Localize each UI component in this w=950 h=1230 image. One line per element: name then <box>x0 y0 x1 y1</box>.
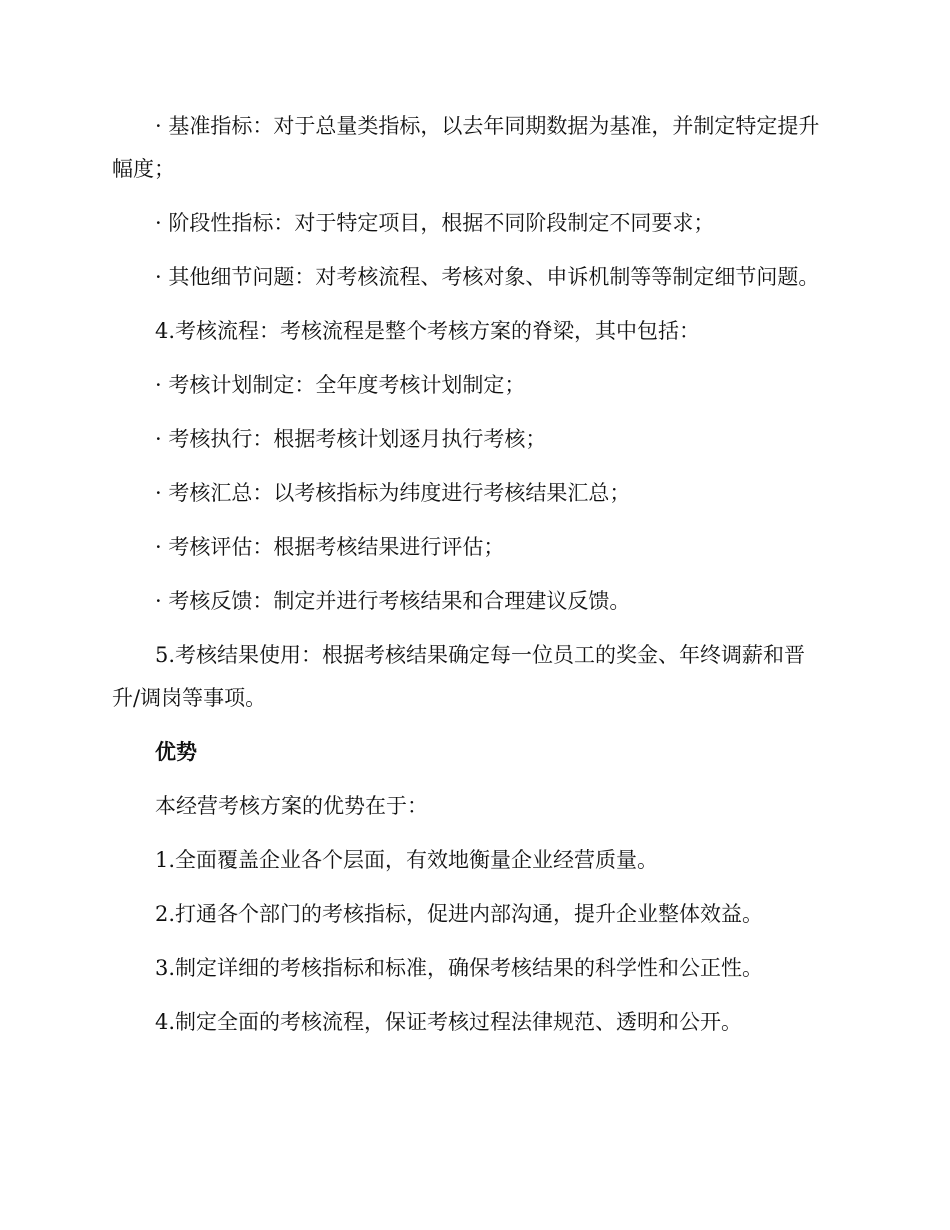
document-body <box>112 105 827 1055</box>
advantage-item-3: 3.制定详细的考核指标和标准，确保考核结果的科学性和公正性。 <box>155 956 764 980</box>
section-heading-advantages: 优势 <box>155 740 197 764</box>
bullet-stage-indicator: · 阶段性指标：对于特定项目，根据不同阶段制定不同要求； <box>155 211 715 235</box>
advantage-item-1: 1.全面覆盖企业各个层面，有效地衡量企业经营质量。 <box>155 848 659 872</box>
bullet-summary: · 考核汇总：以考核指标为纬度进行考核结果汇总； <box>155 481 631 505</box>
bullet-plan-formulation: · 考核计划制定：全年度考核计划制定； <box>155 373 526 397</box>
bullet-evaluation: · 考核评估：根据考核结果进行评估； <box>155 535 505 559</box>
item-results-usage: 5.考核结果使用：根据考核结果确定每一位员工的奖金、年终调薪和晋升/调岗等事项。 <box>112 643 806 710</box>
advantage-item-4: 4.制定全面的考核流程，保证考核过程法律规范、透明和公开。 <box>155 1010 743 1034</box>
item-assessment-process: 4.考核流程：考核流程是整个考核方案的脊梁，其中包括： <box>155 319 701 343</box>
advantage-item-2: 2.打通各个部门的考核指标，促进内部沟通，提升企业整体效益。 <box>155 902 764 926</box>
bullet-feedback: · 考核反馈：制定并进行考核结果和合理建议反馈。 <box>155 589 631 613</box>
bullet-benchmark-indicator: · 基准指标：对于总量类指标，以去年同期数据为基准，并制定特定提升幅度； <box>112 114 820 181</box>
bullet-execution: · 考核执行：根据考核计划逐月执行考核； <box>155 427 547 451</box>
advantages-intro: 本经营考核方案的优势在于： <box>155 794 428 818</box>
bullet-other-details: · 其他细节问题：对考核流程、考核对象、申诉机制等等制定细节问题。 <box>155 265 820 289</box>
